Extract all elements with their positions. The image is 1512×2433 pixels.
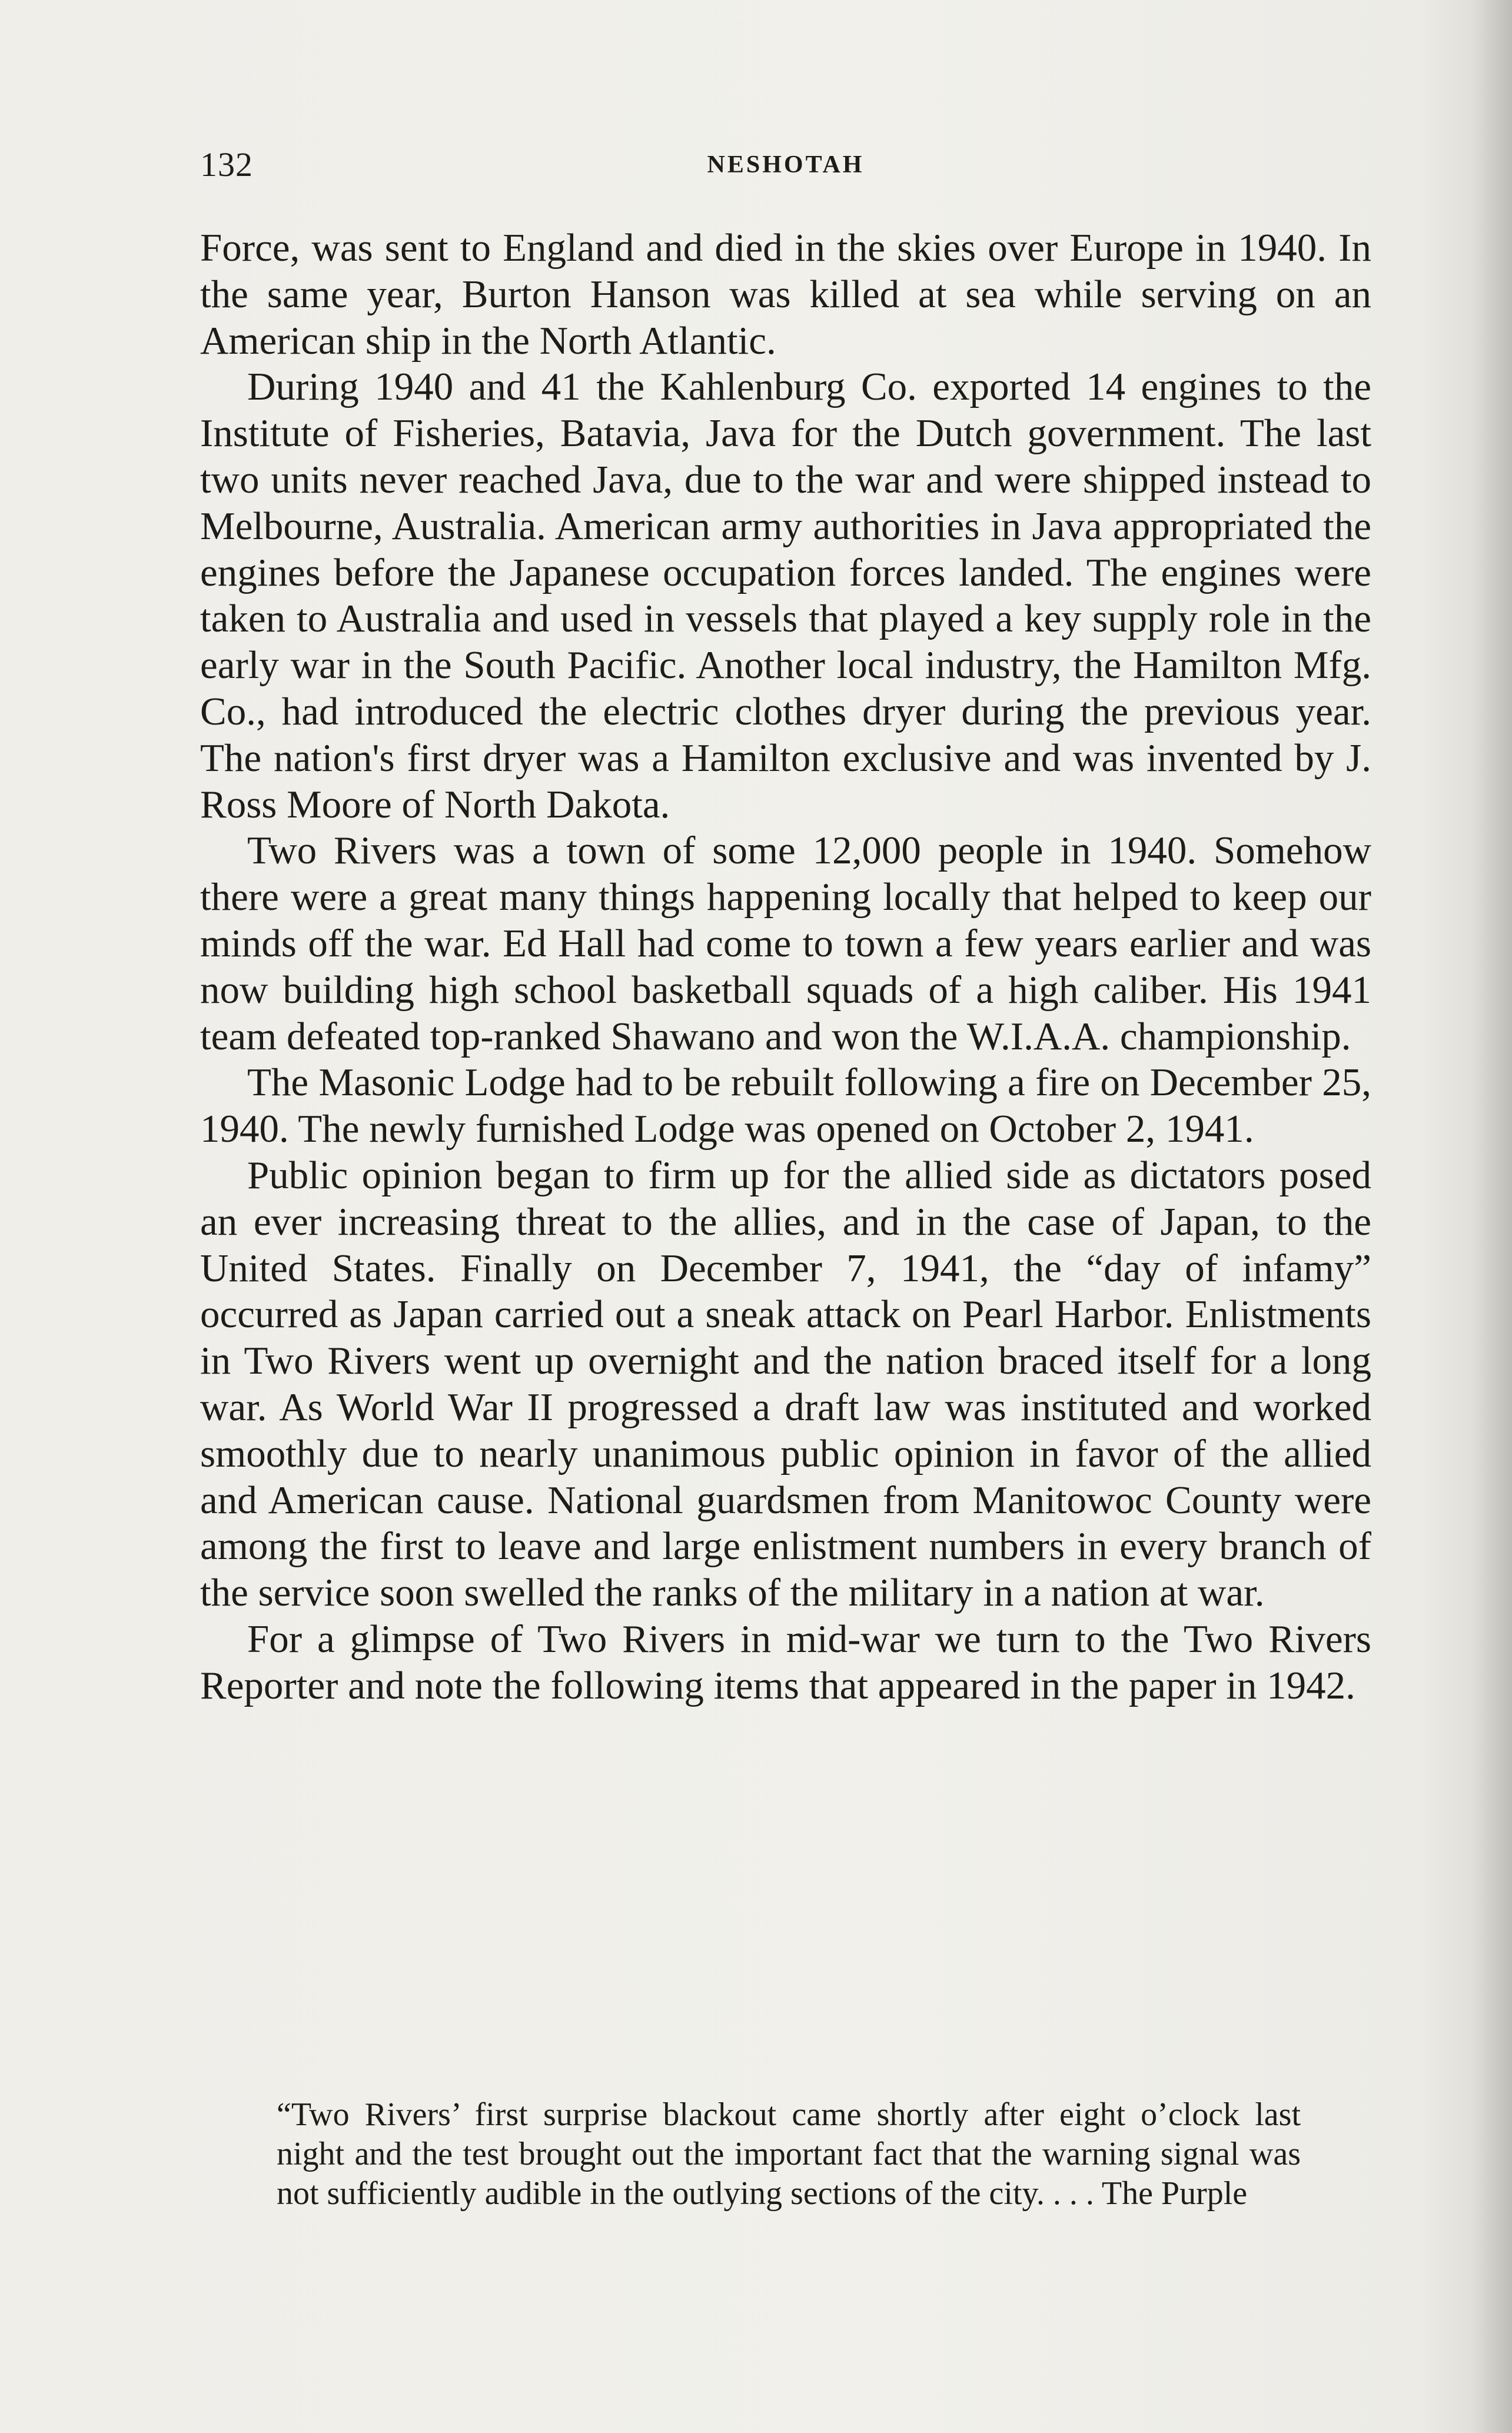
quote-text: “Two Rivers’ first surprise blackout came shortly after eight o’clock last night and the test brought out the important fact that the warning signal was not sufficiently audible in the outlying sections of the city. . . . The Purple <box>277 2096 1301 2212</box>
page-number: 132 <box>200 145 253 184</box>
paragraph: Public opinion began to firm up for the allied side as dictators posed an ever increasing threat to the allies, and in the case of Japan, to the United States. Finally on December 7, 1941, the “day of infamy” occurred as Japan carried out a sneak attack on Pearl Harbor. Enlistments in Two Rivers went up overnight and the nation braced itself for a long war. As World War II progressed a draft law was instituted and worked smoothly due to nearly unanimous public opinion in favor of the allied and American cause. National guardsmen from Manitowoc County were among the first to leave and large enlistment numbers in every branch of the service soon swelled the ranks of the military in a nation at war. <box>200 1153 1371 1615</box>
block-quote <box>277 2095 1301 2213</box>
paragraph: Force, was sent to England and died in the skies over Europe in 1940. In the same year, Burton Hanson was killed at sea while serving on an American ship in the North Atlantic. <box>200 226 1371 363</box>
page-header <box>200 141 1371 188</box>
running-head: NESHOTAH <box>707 151 865 178</box>
paragraph: For a glimpse of Two Rivers in mid-war we turn to the Two Rivers Reporter and note the following items that appeared in the paper in 1942. <box>200 1617 1371 1707</box>
binding-shadow <box>1471 0 1512 2433</box>
paragraph: Two Rivers was a town of some 12,000 people in 1940. Somehow there were a great many things happening locally that helped to keep our minds off the war. Ed Hall had come to town a few years earlier and was now building high school basketball squads of a high caliber. His 1941 team defeated top-ranked Shawano and won the W.I.A.A. championship. <box>200 829 1371 1058</box>
paragraph: During 1940 and 41 the Kahlenburg Co. exported 14 engines to the Institute of Fisheries, Batavia, Java for the Dutch government. The last two units never reached Java, due to the war and were shipped instead to Melbourne, Australia. American army authorities in Java appropriated the engines before the Japanese occupation forces landed. The engines were taken to Australia and used in vessels that played a key supply role in the early war in the South Pacific. Another local industry, the Hamilton Mfg. Co., had introduced the electric clothes dryer during the previous year. The nation's first dryer was a Hamilton exclusive and was invented by J. Ross Moore of North Dakota. <box>200 365 1371 826</box>
paragraph: The Masonic Lodge had to be rebuilt following a fire on December 25, 1940. The newly furnished Lodge was opened on October 2, 1941. <box>200 1061 1371 1151</box>
body-text <box>200 225 1371 1709</box>
